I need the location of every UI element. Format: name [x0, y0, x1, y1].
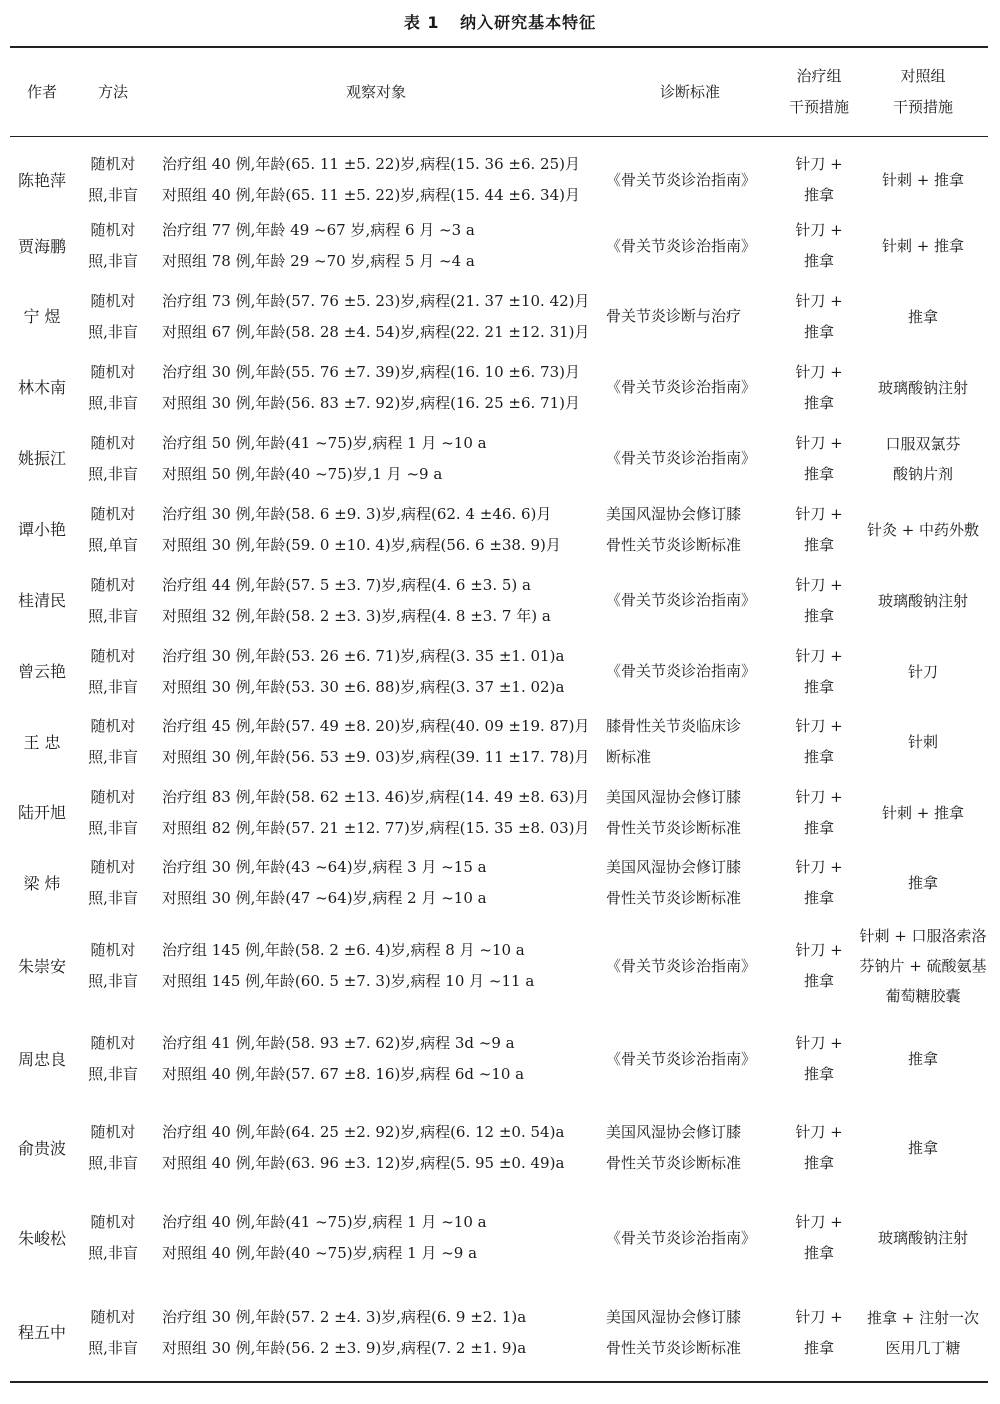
subjects-cell-line: 治疗组 41 例,年龄(58. 93 ±7. 62)岁,病程 3d ~9 a [162, 1034, 515, 1052]
method-cell-line: 照,非盲 [88, 393, 138, 412]
control-cell-line: 玻璃酸钠注射 [877, 378, 968, 397]
method-cell [74, 918, 152, 1014]
diagnosis-cell-line: 美国风湿协会修订膝 [606, 1123, 742, 1141]
table-number: 表 1 [403, 13, 440, 32]
treatment-cell [780, 565, 858, 636]
method-cell-line: 随机对 [90, 717, 136, 735]
diagnosis-cell [600, 352, 780, 423]
method-cell [74, 281, 152, 352]
method-cell-line: 随机对 [90, 941, 136, 959]
treatment-cell-line: 针刀 + [795, 575, 843, 594]
diagnosis-cell-line: 《骨关节炎诊治指南》 [606, 236, 757, 255]
table-title: 纳入研究基本特征 [460, 13, 597, 32]
subjects-cell-line: 治疗组 30 例,年龄(58. 6 ±9. 3)岁,病程(62. 4 ±46. 6)月 [162, 504, 552, 523]
treatment-cell-line: 针刀 + [795, 155, 843, 173]
method-cell-line: 随机对 [90, 433, 136, 452]
subjects-cell [152, 352, 600, 423]
table-row [10, 707, 988, 777]
method-cell-line: 随机对 [90, 291, 136, 310]
treatment-cell [780, 494, 858, 565]
method-cell [74, 777, 152, 848]
treatment-cell-line: 针刀 + [795, 858, 843, 876]
subjects-cell-line: 对照组 82 例,年龄(57. 21 ±12. 77)岁,病程(15. 35 ±8. 03)月 [162, 818, 590, 837]
control-cell [858, 1014, 988, 1104]
method-cell-line: 照,非盲 [88, 606, 138, 625]
treatment-cell [780, 281, 858, 352]
method-cell-line: 随机对 [90, 1213, 136, 1231]
author-cell: 周忠良 [17, 1049, 66, 1069]
subjects-cell-line: 对照组 30 例,年龄(56. 83 ±7. 92)岁,病程(16. 25 ±6. 71)月 [162, 393, 580, 412]
method-cell-line: 照,非盲 [88, 322, 138, 341]
subjects-cell-line: 治疗组 44 例,年龄(57. 5 ±3. 7)岁,病程(4. 6 ±3. 5) a [162, 575, 531, 594]
method-cell [74, 848, 152, 918]
treatment-cell-line: 推拿 [803, 1338, 834, 1357]
diagnosis-cell-line: 美国风湿协会修订膝 [606, 787, 742, 806]
control-cell-line: 针灸 + 中药外敷 [866, 520, 980, 539]
treatment-cell-line: 推拿 [803, 677, 834, 696]
method-cell-line: 随机对 [90, 575, 136, 594]
subjects-cell [152, 281, 600, 352]
treatment-cell [780, 636, 858, 707]
treatment-cell [780, 137, 858, 212]
diagnosis-cell [600, 707, 780, 777]
diagnosis-cell-line: 骨性关节炎诊断标准 [606, 1338, 742, 1357]
diagnosis-cell [600, 918, 780, 1014]
control-cell-line: 针刺 [907, 733, 938, 751]
method-cell-line: 随机对 [90, 646, 136, 665]
diagnosis-cell [600, 636, 780, 707]
control-cell-line: 推拿 [907, 1050, 938, 1068]
method-cell-line: 照,非盲 [88, 1244, 138, 1262]
treatment-cell-line: 针刀 + [795, 1307, 843, 1326]
diagnosis-cell [600, 1284, 780, 1382]
table-row [10, 777, 988, 848]
diagnosis-cell [600, 281, 780, 352]
subjects-cell-line: 对照组 30 例,年龄(47 ~64)岁,病程 2 月 ~10 a [162, 889, 487, 907]
control-cell [858, 494, 988, 565]
treatment-cell [780, 707, 858, 777]
treatment-cell-line: 推拿 [803, 252, 834, 270]
subjects-cell-line: 治疗组 40 例,年龄(64. 25 ±2. 92)岁,病程(6. 12 ±0. 54)a [162, 1123, 565, 1141]
subjects-cell-line: 对照组 30 例,年龄(56. 53 ±9. 03)岁,病程(39. 11 ±17. 78)月 [162, 748, 590, 766]
author-cell: 谭小艳 [17, 520, 66, 539]
author-cell: 俞贵波 [17, 1138, 66, 1158]
subjects-cell-line: 治疗组 30 例,年龄(55. 76 ±7. 39)岁,病程(16. 10 ±6. 73)月 [162, 362, 580, 381]
diagnosis-cell [600, 1104, 780, 1192]
method-cell-line: 随机对 [90, 1034, 136, 1052]
treatment-cell [780, 918, 858, 1014]
control-cell [858, 281, 988, 352]
header-control-line: 干预措施 [892, 98, 953, 116]
subjects-cell-line: 治疗组 83 例,年龄(58. 62 ±13. 46)岁,病程(14. 49 ±8. 63)月 [162, 787, 590, 806]
treatment-cell-line: 推拿 [803, 748, 834, 766]
diagnosis-cell-line: 骨性关节炎诊断标准 [606, 889, 742, 907]
method-cell [74, 211, 152, 281]
subjects-cell [152, 636, 600, 707]
table-row [10, 1104, 988, 1192]
method-cell [74, 707, 152, 777]
control-cell-line: 芬钠片 + 硫酸氨基 [859, 957, 987, 975]
author-cell: 陈艳萍 [17, 170, 66, 190]
table-row [10, 494, 988, 565]
method-cell-line: 照,非盲 [88, 889, 138, 907]
table-row [10, 352, 988, 423]
subjects-cell-line: 治疗组 40 例,年龄(65. 11 ±5. 22)岁,病程(15. 36 ±6. 25)月 [162, 155, 580, 173]
subjects-cell-line: 治疗组 77 例,年龄 49 ~67 岁,病程 6 月 ~3 a [162, 221, 475, 239]
diagnosis-cell-line: 膝骨性关节炎临床诊 [606, 717, 742, 735]
treatment-cell-line: 针刀 + [795, 1034, 843, 1052]
treatment-cell [780, 211, 858, 281]
treatment-cell [780, 1192, 858, 1284]
author-cell: 程五中 [17, 1323, 66, 1342]
control-cell-line: 酸钠片剂 [892, 464, 953, 483]
diagnosis-cell-line: 骨关节炎诊断与治疗 [606, 307, 742, 325]
control-cell-line: 推拿 [907, 874, 938, 892]
diagnosis-cell-line: 《骨关节炎诊治指南》 [606, 1049, 757, 1068]
subjects-cell-line: 治疗组 145 例,年龄(58. 2 ±6. 4)岁,病程 8 月 ~10 a [162, 941, 525, 959]
method-cell [74, 636, 152, 707]
subjects-cell-line: 治疗组 50 例,年龄(41 ~75)岁,病程 1 月 ~10 a [162, 433, 487, 452]
treatment-cell-line: 推拿 [803, 818, 834, 837]
author-cell: 宁 煜 [23, 307, 61, 326]
subjects-cell [152, 423, 600, 494]
diagnosis-cell-line: 《骨关节炎诊治指南》 [606, 378, 757, 396]
table-row [10, 918, 988, 1014]
subjects-cell-line: 治疗组 30 例,年龄(53. 26 ±6. 71)岁,病程(3. 35 ±1. 01)a [162, 646, 565, 665]
control-cell-line: 葡萄糖胶囊 [885, 987, 961, 1005]
diagnosis-cell-line: 美国风湿协会修订膝 [606, 858, 742, 876]
subjects-cell-line: 治疗组 30 例,年龄(57. 2 ±4. 3)岁,病程(6. 9 ±2. 1)a [162, 1307, 527, 1326]
treatment-cell [780, 1284, 858, 1382]
treatment-cell-line: 推拿 [803, 186, 834, 204]
header-control [858, 47, 988, 137]
subjects-cell [152, 848, 600, 918]
table-row [10, 1192, 988, 1284]
subjects-cell-line: 对照组 30 例,年龄(56. 2 ±3. 9)岁,病程(7. 2 ±1. 9)a [162, 1338, 527, 1357]
diagnosis-cell-line: 骨性关节炎诊断标准 [606, 535, 742, 554]
subjects-cell [152, 565, 600, 636]
method-cell-line: 照,非盲 [88, 1338, 138, 1357]
diagnosis-cell-line: 《骨关节炎诊治指南》 [606, 662, 757, 680]
table-row [10, 1014, 988, 1104]
treatment-cell-line: 针刀 + [795, 504, 843, 523]
subjects-cell-line: 治疗组 45 例,年龄(57. 49 ±8. 20)岁,病程(40. 09 ±19. 87)月 [162, 717, 590, 735]
diagnosis-cell [600, 565, 780, 636]
subjects-cell-line: 对照组 145 例,年龄(60. 5 ±7. 3)岁,病程 10 月 ~11 a [162, 972, 535, 990]
control-cell-line: 针刺 + 推拿 [881, 237, 965, 255]
method-cell-line: 随机对 [90, 858, 136, 876]
control-cell [858, 1104, 988, 1192]
author-cell: 王 忠 [23, 732, 61, 752]
subjects-cell-line: 对照组 78 例,年龄 29 ~70 岁,病程 5 月 ~4 a [162, 252, 475, 270]
subjects-cell-line: 对照组 30 例,年龄(53. 30 ±6. 88)岁,病程(3. 37 ±1. 02)a [162, 677, 565, 696]
control-cell-line: 推拿 [907, 307, 938, 326]
subjects-cell-line: 对照组 40 例,年龄(65. 11 ±5. 22)岁,病程(15. 44 ±6. 34)月 [162, 186, 580, 204]
table-row [10, 137, 988, 212]
subjects-cell-line: 治疗组 73 例,年龄(57. 76 ±5. 23)岁,病程(21. 37 ±10. 42)月 [162, 291, 590, 310]
control-cell [858, 777, 988, 848]
header-author: 作者 [26, 82, 57, 101]
treatment-cell-line: 推拿 [803, 322, 834, 341]
method-cell-line: 随机对 [90, 504, 136, 523]
subjects-cell [152, 494, 600, 565]
subjects-cell [152, 777, 600, 848]
characteristics-table [10, 46, 988, 1383]
control-cell [858, 565, 988, 636]
diagnosis-cell-line: 骨性关节炎诊断标准 [606, 1154, 742, 1172]
diagnosis-cell-line: 《骨关节炎诊治指南》 [606, 956, 757, 975]
diagnosis-cell [600, 137, 780, 212]
table-row [10, 281, 988, 352]
diagnosis-cell [600, 1014, 780, 1104]
control-cell [858, 707, 988, 777]
treatment-cell-line: 推拿 [803, 1154, 834, 1172]
control-cell-line: 口服双氯芬 [885, 434, 961, 453]
method-cell [74, 423, 152, 494]
method-cell-line: 随机对 [90, 1123, 136, 1141]
author-cell: 朱崇安 [17, 956, 66, 976]
method-cell-line: 照,非盲 [88, 252, 138, 270]
table-row [10, 1284, 988, 1382]
control-cell-line: 针刺 + 口服洛索洛 [859, 927, 987, 945]
treatment-cell-line: 推拿 [803, 393, 834, 412]
method-cell [74, 565, 152, 636]
method-cell [74, 137, 152, 212]
control-cell [858, 636, 988, 707]
subjects-cell [152, 1192, 600, 1284]
treatment-cell-line: 针刀 + [795, 291, 843, 310]
control-cell [858, 1192, 988, 1284]
control-cell [858, 423, 988, 494]
method-cell [74, 1104, 152, 1192]
method-cell-line: 照,非盲 [88, 464, 138, 483]
method-cell-line: 随机对 [90, 221, 136, 239]
control-cell-line: 针刀 [907, 662, 938, 681]
author-cell: 桂清民 [17, 591, 66, 610]
subjects-cell [152, 1014, 600, 1104]
table-caption [0, 10, 1000, 33]
author-cell: 曾云艳 [17, 662, 66, 681]
subjects-cell-line: 对照组 40 例,年龄(57. 67 ±8. 16)岁,病程 6d ~10 a [162, 1065, 525, 1083]
control-cell-line: 玻璃酸钠注射 [877, 1229, 968, 1247]
table-row [10, 211, 988, 281]
treatment-cell-line: 推拿 [803, 535, 834, 554]
control-cell-line: 推拿 + 注射一次 [866, 1308, 980, 1327]
diagnosis-cell [600, 848, 780, 918]
treatment-cell-line: 针刀 + [795, 646, 843, 665]
author-cell: 姚振江 [17, 449, 66, 468]
treatment-cell-line: 针刀 + [795, 433, 843, 452]
method-cell-line: 照,非盲 [88, 748, 138, 766]
method-cell-line: 照,非盲 [88, 1065, 138, 1083]
control-cell-line: 推拿 [907, 1139, 938, 1157]
header-method: 方法 [97, 82, 128, 101]
diagnosis-cell-line: 《骨关节炎诊治指南》 [606, 170, 757, 189]
author-cell: 朱峻松 [17, 1228, 66, 1248]
treatment-cell [780, 1104, 858, 1192]
treatment-cell-line: 推拿 [803, 606, 834, 625]
subjects-cell-line: 对照组 40 例,年龄(40 ~75)岁,病程 1 月 ~9 a [162, 1244, 478, 1262]
diagnosis-cell [600, 211, 780, 281]
diagnosis-cell-line: 骨性关节炎诊断标准 [606, 818, 742, 837]
method-cell [74, 1014, 152, 1104]
author-cell: 梁 炜 [23, 873, 61, 893]
diagnosis-cell [600, 777, 780, 848]
diagnosis-cell [600, 494, 780, 565]
diagnosis-cell-line: 美国风湿协会修订膝 [606, 504, 742, 523]
subjects-cell-line: 治疗组 30 例,年龄(43 ~64)岁,病程 3 月 ~15 a [162, 858, 487, 876]
subjects-cell-line: 对照组 40 例,年龄(63. 96 ±3. 12)岁,病程(5. 95 ±0. 49)a [162, 1154, 565, 1172]
treatment-cell-line: 针刀 + [795, 787, 843, 806]
header-treatment [780, 47, 858, 137]
header-treatment-line: 干预措施 [788, 98, 849, 116]
method-cell [74, 352, 152, 423]
diagnosis-cell-line: 《骨关节炎诊治指南》 [606, 1228, 757, 1247]
subjects-cell-line: 对照组 30 例,年龄(59. 0 ±10. 4)岁,病程(56. 6 ±38. 9)月 [162, 535, 561, 554]
method-cell-line: 照,非盲 [88, 818, 138, 837]
subjects-cell [152, 707, 600, 777]
header-treatment-line: 治疗组 [796, 67, 842, 85]
diagnosis-cell-line: 断标准 [606, 748, 652, 766]
method-cell-line: 随机对 [90, 362, 136, 381]
subjects-cell-line: 对照组 67 例,年龄(58. 28 ±4. 54)岁,病程(22. 21 ±12. 31)月 [162, 322, 590, 341]
treatment-cell-line: 针刀 + [795, 1213, 843, 1231]
method-cell-line: 照,非盲 [88, 186, 138, 204]
table-row [10, 636, 988, 707]
table-row [10, 565, 988, 636]
table-row [10, 423, 988, 494]
control-cell [858, 848, 988, 918]
treatment-cell-line: 推拿 [803, 972, 834, 990]
control-cell-line: 针刺 + 推拿 [881, 171, 965, 189]
diagnosis-cell-line: 美国风湿协会修订膝 [606, 1307, 742, 1326]
header-control-line: 对照组 [900, 67, 946, 85]
treatment-cell [780, 777, 858, 848]
control-cell [858, 1284, 988, 1382]
control-cell-line: 医用几丁糖 [885, 1338, 961, 1357]
diagnosis-cell-line: 《骨关节炎诊治指南》 [606, 449, 757, 467]
table-body [10, 137, 988, 1383]
method-cell [74, 1192, 152, 1284]
treatment-cell [780, 352, 858, 423]
treatment-cell [780, 1014, 858, 1104]
treatment-cell-line: 推拿 [803, 1065, 834, 1083]
treatment-cell-line: 针刀 + [795, 221, 843, 239]
method-cell-line: 照,单盲 [88, 535, 138, 554]
control-cell [858, 211, 988, 281]
subjects-cell [152, 137, 600, 212]
header-diagnosis: 诊断标准 [659, 82, 720, 101]
author-cell: 林木南 [17, 378, 66, 397]
table-header-row [10, 47, 988, 137]
control-cell-line: 玻璃酸钠注射 [877, 591, 968, 610]
subjects-cell-line: 对照组 50 例,年龄(40 ~75)岁,1 月 ~9 a [162, 464, 443, 483]
control-cell [858, 137, 988, 212]
method-cell-line: 随机对 [90, 155, 136, 173]
control-cell [858, 918, 988, 1014]
diagnosis-cell [600, 423, 780, 494]
method-cell-line: 照,非盲 [88, 972, 138, 990]
table-row [10, 848, 988, 918]
author-cell: 陆开旭 [17, 803, 66, 822]
header-subjects: 观察对象 [345, 82, 406, 101]
control-cell-line: 针刺 + 推拿 [881, 803, 965, 822]
subjects-cell [152, 211, 600, 281]
diagnosis-cell [600, 1192, 780, 1284]
treatment-cell-line: 针刀 + [795, 941, 843, 959]
treatment-cell-line: 推拿 [803, 464, 834, 483]
treatment-cell-line: 推拿 [803, 1244, 834, 1262]
control-cell [858, 352, 988, 423]
subjects-cell [152, 1284, 600, 1382]
treatment-cell-line: 推拿 [803, 889, 834, 907]
subjects-cell-line: 治疗组 40 例,年龄(41 ~75)岁,病程 1 月 ~10 a [162, 1213, 487, 1231]
subjects-cell [152, 918, 600, 1014]
method-cell-line: 照,非盲 [88, 1154, 138, 1172]
treatment-cell-line: 针刀 + [795, 362, 843, 381]
subjects-cell-line: 对照组 32 例,年龄(58. 2 ±3. 3)岁,病程(4. 8 ±3. 7 年) a [162, 606, 551, 625]
method-cell-line: 随机对 [90, 1307, 136, 1326]
treatment-cell-line: 针刀 + [795, 717, 843, 735]
diagnosis-cell-line: 《骨关节炎诊治指南》 [606, 591, 757, 609]
subjects-cell [152, 1104, 600, 1192]
treatment-cell [780, 848, 858, 918]
author-cell: 贾海鹏 [17, 236, 66, 256]
method-cell-line: 照,非盲 [88, 677, 138, 696]
treatment-cell-line: 针刀 + [795, 1123, 843, 1141]
method-cell [74, 1284, 152, 1382]
treatment-cell [780, 423, 858, 494]
method-cell [74, 494, 152, 565]
method-cell-line: 随机对 [90, 787, 136, 806]
